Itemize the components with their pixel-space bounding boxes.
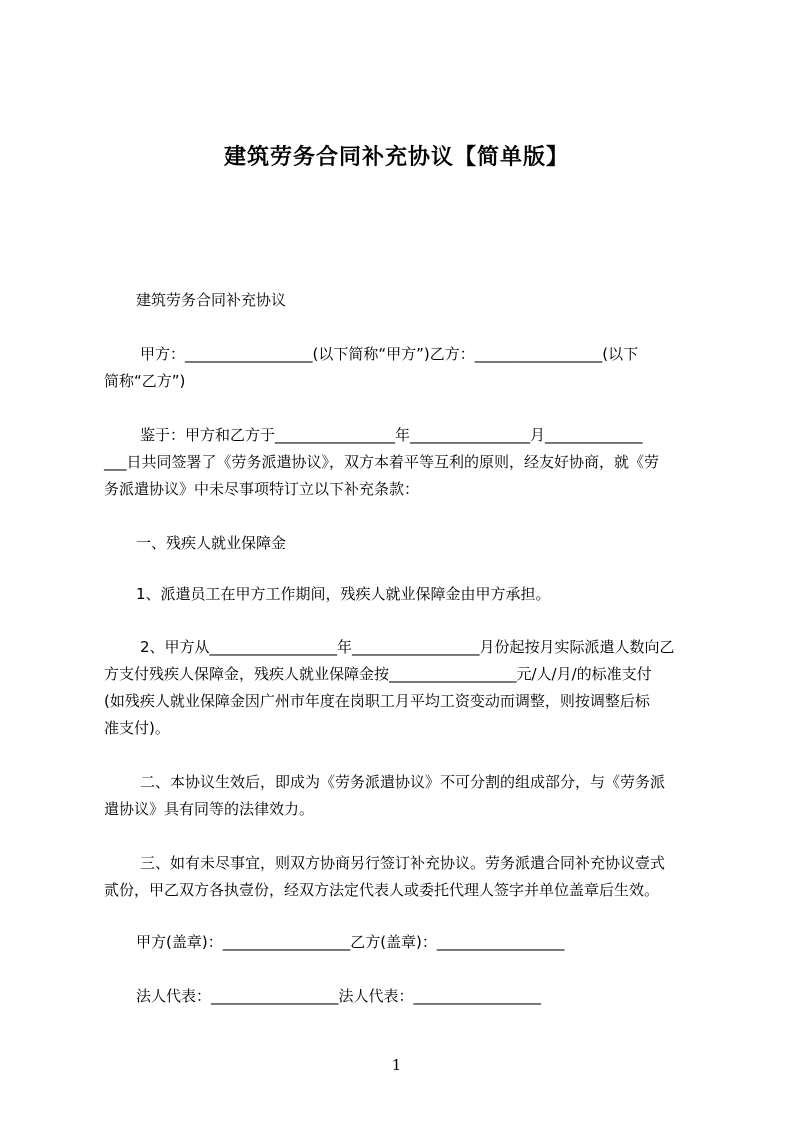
section-2-line-1: 二、本协议生效后，即成为《劳务派遣协议》不可分割的组成部分，与《劳务派 [140, 773, 666, 791]
party-line-1: 甲方：_________________(以下简称“甲方”)乙方：_________________(以下 [140, 345, 639, 363]
section-2-line-2: 遣协议》具有同等的法律效力。 [104, 800, 315, 818]
document-title: 建筑劳务合同补充协议【简单版】 [223, 145, 569, 170]
section-1-heading: 一、残疾人就业保障金 [136, 534, 287, 552]
whereas-line-1: 鉴于：甲方和乙方于________________年________________月_____________ [140, 426, 643, 444]
page-number: 1 [391, 1056, 402, 1074]
section-3-line-2: 贰份，甲乙双方各执壹份，经双方法定代表人或委托代理人签字并单位盖章后生效。 [104, 881, 660, 899]
clause-1-2-line-1: 2、甲方从_________________年_________________月份起按月实际派遣人数向乙 [140, 638, 675, 656]
section-3-line-1: 三、如有未尽事宜，则双方协商另行签订补充协议。劳务派遣合同补充协议壹式 [140, 854, 666, 872]
clause-1-2-line-2: 方支付残疾人保障金，残疾人就业保障金按_________________元/人/月/的标准支付 [104, 665, 652, 683]
clause-1-2-line-4: 准支付)。 [104, 719, 170, 737]
signature-seal-line: 甲方(盖章)：_________________乙方(盖章)：_________________ [136, 933, 565, 951]
party-line-2: 简称“乙方”) [104, 372, 186, 390]
clause-1-2-line-3: (如残疾人就业保障金因广州市年度在岗职工月平均工资变动而调整，则按调整后标 [104, 692, 650, 710]
clause-1-1: 1、派遣员工在甲方工作期间，残疾人就业保障金由甲方承担。 [136, 585, 551, 603]
signature-representative-line: 法人代表：_________________法人代表：_________________ [136, 987, 542, 1005]
subtitle: 建筑劳务合同补充协议 [136, 291, 287, 309]
whereas-line-2: ___日共同签署了《劳务派遣协议》，双方本着平等互利的原则，经友好协商，就《劳 [104, 453, 660, 471]
whereas-line-3: 务派遣协议》中未尽事项特订立以下补充条款： [104, 480, 420, 498]
